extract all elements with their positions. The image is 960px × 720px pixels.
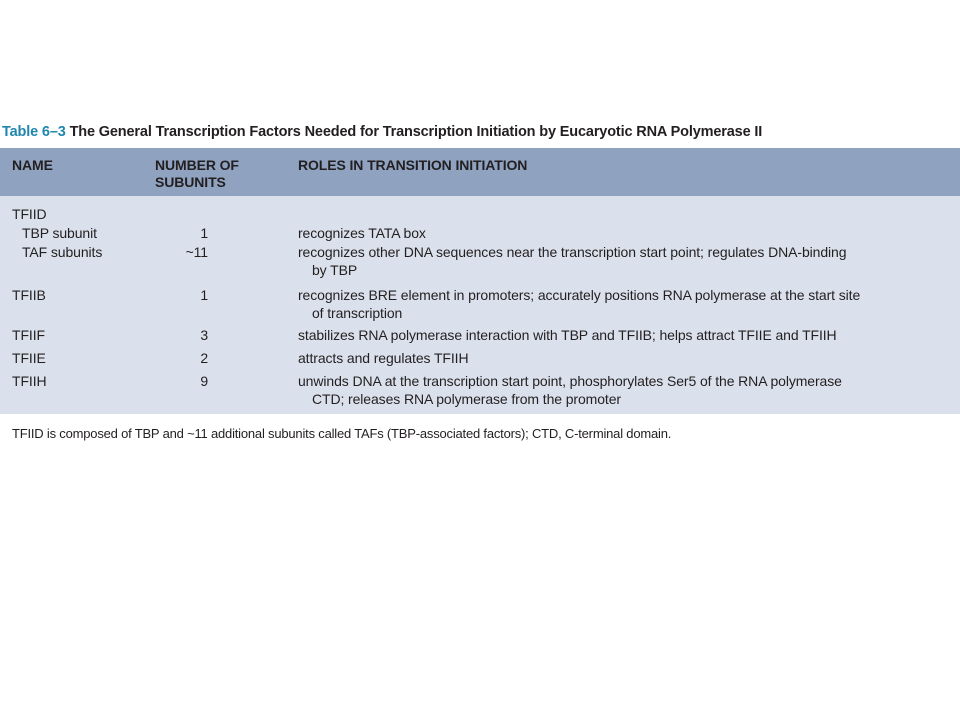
row-number-taf-subunits: ~11: [185, 244, 208, 260]
row-number-tbp-subunit: 1: [200, 225, 208, 241]
row-number-tfiie: 2: [200, 350, 208, 366]
row-name-tbp-subunit: TBP subunit: [22, 225, 97, 241]
row-name-tfiif: TFIIF: [12, 327, 45, 343]
row-role-tfiif: [298, 326, 948, 344]
row-role-line: attracts and regulates TFIIH: [298, 350, 469, 366]
row-number-tfiih: 9: [200, 373, 208, 389]
row-name-tfiih: TFIIH: [12, 373, 47, 389]
column-header-number-line1: NUMBER OF: [155, 157, 239, 173]
table-footnote: TFIID is composed of TBP and ~11 additional subunits called TAFs (TBP-associated factors); CTD, C-terminal domain.: [12, 426, 672, 441]
row-role-tfiie: [298, 349, 948, 367]
row-name-tfiib: TFIIB: [12, 287, 46, 303]
table-title: The General Transcription Factors Needed for Transcription Initiation by Eucaryotic RNA Polymerase II: [69, 124, 763, 140]
row-role-line: recognizes TATA box: [298, 225, 426, 241]
row-role-line: recognizes other DNA sequences near the transcription start point; regulates DNA-binding: [298, 244, 847, 260]
row-name-tfiid: TFIID: [12, 206, 47, 222]
row-role-line: unwinds DNA at the transcription start point, phosphorylates Ser5 of the RNA polymerase: [298, 373, 842, 389]
row-role-tbp-subunit: [298, 224, 948, 242]
row-role-taf-subunits: [298, 243, 948, 279]
column-header-name: NAME: [12, 157, 53, 173]
row-number-tfiif: 3: [200, 327, 208, 343]
row-role-tfiih: [298, 372, 948, 408]
row-role-line: recognizes BRE element in promoters; accurately positions RNA polymerase at the start site: [298, 287, 861, 303]
column-header-number: [155, 157, 239, 191]
column-header-roles: ROLES IN TRANSITION INITIATION: [298, 157, 528, 173]
row-role-continuation: by TBP: [312, 262, 358, 278]
table-number: Table 6–3: [2, 124, 66, 140]
table-caption: [2, 124, 762, 140]
row-name-taf-subunits: TAF subunits: [22, 244, 103, 260]
row-role-continuation: of transcription: [312, 305, 403, 321]
row-role-continuation: CTD; releases RNA polymerase from the promoter: [312, 391, 621, 407]
row-role-line: stabilizes RNA polymerase interaction with TBP and TFIIB; helps attract TFIIE and TFIIH: [298, 327, 837, 343]
row-number-tfiib: 1: [200, 287, 208, 303]
row-role-tfiib: [298, 286, 948, 322]
row-name-tfiie: TFIIE: [12, 350, 46, 366]
column-header-number-line2: SUBUNITS: [155, 174, 226, 190]
